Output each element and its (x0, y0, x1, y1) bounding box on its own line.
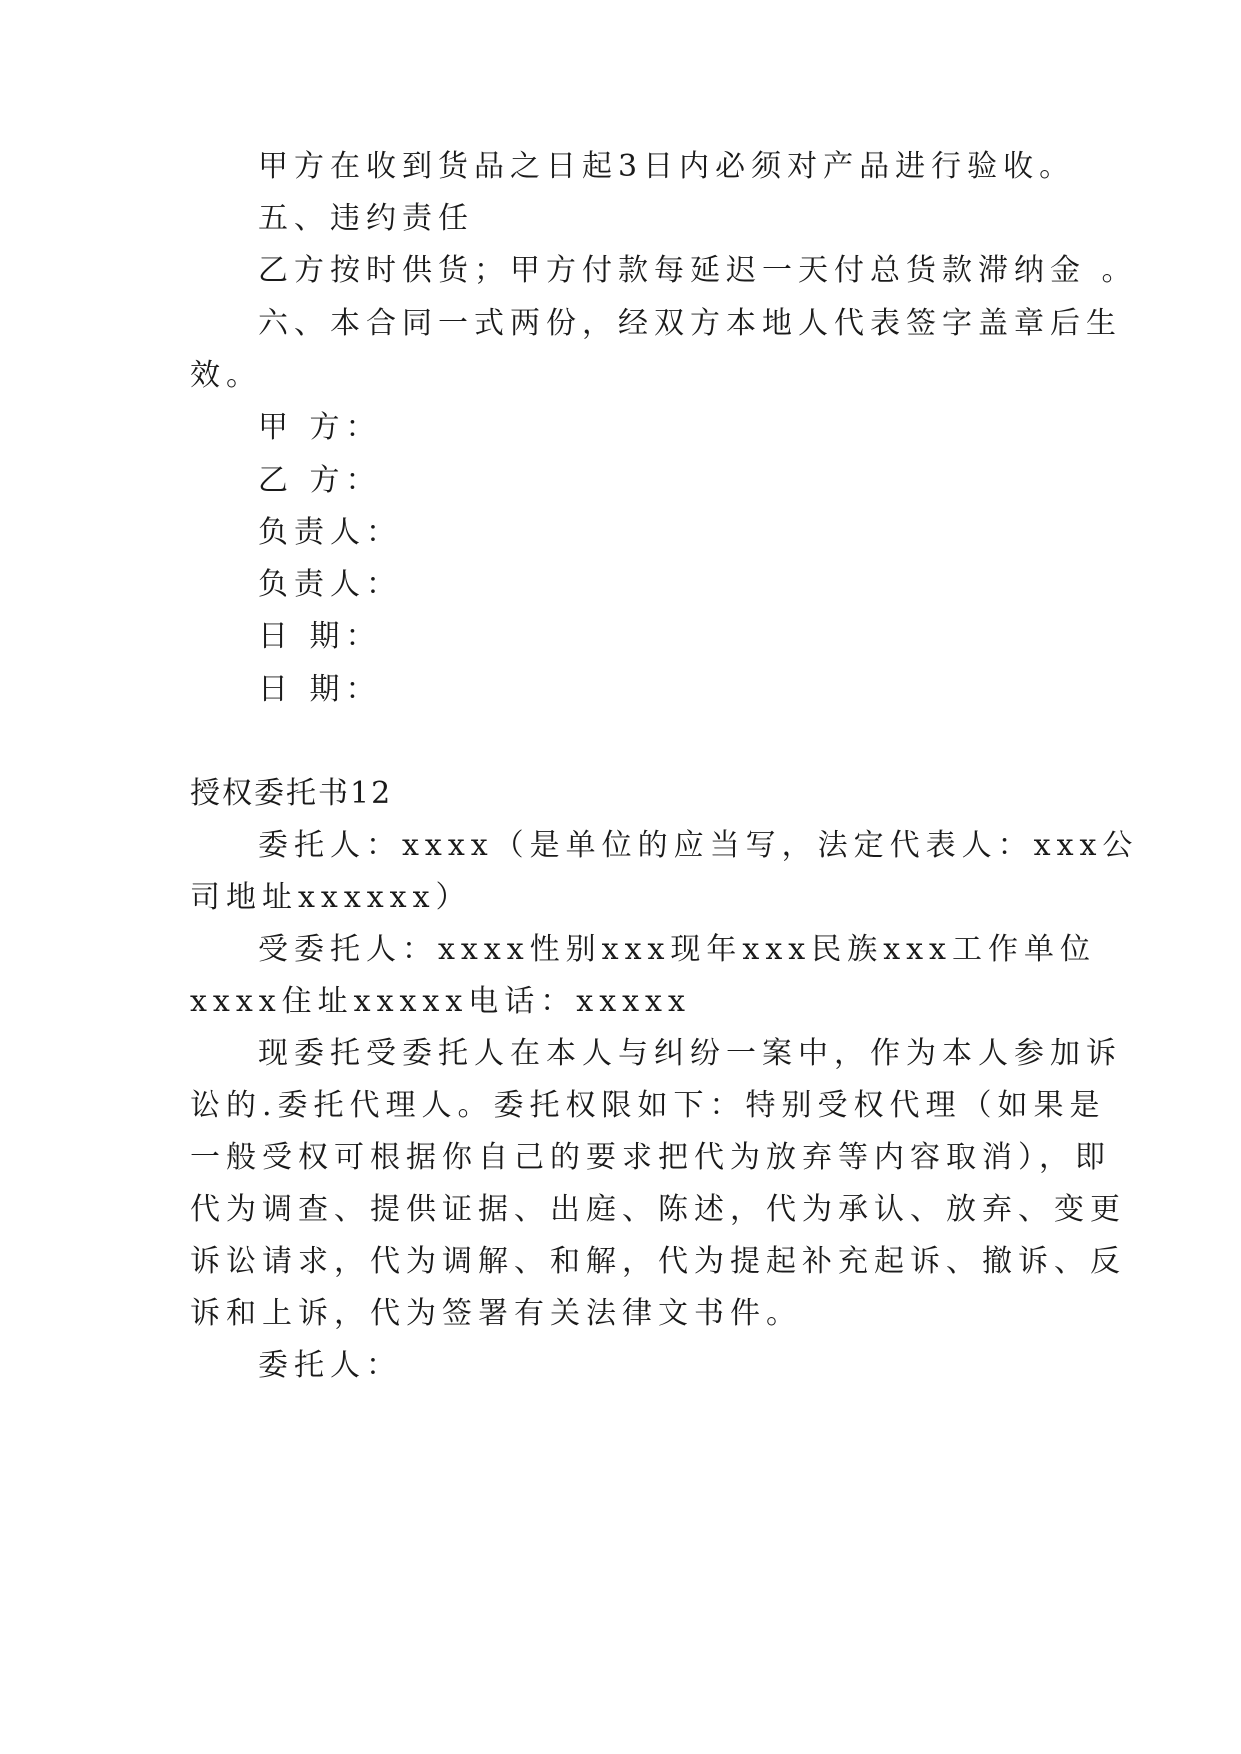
principal-line-2: 司地址xxxxxx） (190, 880, 472, 915)
body-line-3: 一般受权可根据你自己的要求把代为放弃等内容取消），即 (190, 1140, 1111, 1175)
body-line-1: 现委托受委托人在本人与纠纷一案中，作为本人参加诉 (258, 1036, 1122, 1071)
date-a-label: 日 期： (258, 619, 382, 654)
agent-line-2: xxxx住址xxxxx电话：xxxxx (190, 984, 691, 1019)
signature-label: 委托人： (258, 1348, 402, 1383)
body-line-5: 诉讼请求，代为调解、和解，代为提起补充起诉、撤诉、反 (190, 1244, 1126, 1279)
party-b-label: 乙 方： (258, 463, 382, 498)
agent-line-1: 受委托人：xxxx性别xxx现年xxx民族xxx工作单位 (258, 932, 1096, 967)
authorization-title: 授权委托书12 (190, 776, 393, 811)
principal-line-1: 委托人：xxxx（是单位的应当写，法定代表人：xxx公 (258, 828, 1139, 863)
contract-acceptance-text: 甲方在收到货品之日起3日内必须对产品进行验收。 (258, 149, 1076, 184)
body-line-2: 讼的.委托代理人。委托权限如下：特别受权代理（如果是 (190, 1088, 1106, 1123)
party-a-label: 甲 方： (258, 410, 382, 445)
date-b-label: 日 期： (258, 672, 382, 707)
section-5-text: 乙方按时供货；甲方付款每延迟一天付总货款滞纳金 。 (258, 253, 1138, 288)
body-line-4: 代为调查、提供证据、出庭、陈述，代为承认、放弃、变更 (190, 1192, 1126, 1227)
section-5-heading: 五、违约责任 (258, 201, 474, 236)
principal-b-label: 负责人： (258, 567, 402, 602)
section-6-text-line-1: 六、本合同一式两份，经双方本地人代表签字盖章后生 (258, 306, 1122, 341)
body-line-6: 诉和上诉，代为签署有关法律文书件。 (190, 1296, 802, 1331)
section-6-text-line-2: 效。 (190, 358, 262, 393)
principal-a-label: 负责人： (258, 515, 402, 550)
